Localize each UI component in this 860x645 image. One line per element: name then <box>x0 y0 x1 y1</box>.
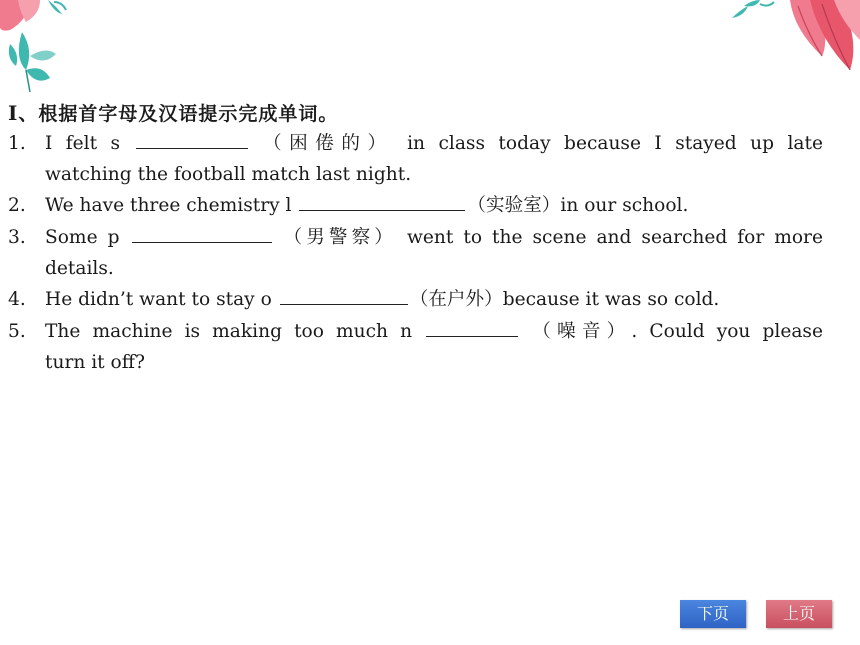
question-hint: （男警察） <box>283 227 397 248</box>
question-1 <box>8 128 823 190</box>
question-text-line2: details. <box>45 258 114 279</box>
question-4 <box>8 284 823 315</box>
question-number: 4. <box>8 289 26 310</box>
question-2 <box>8 190 823 221</box>
question-number: 1. <box>8 133 26 154</box>
question-text: We have three chemistry l <box>45 195 292 216</box>
question-3 <box>8 222 823 284</box>
question-text: . Could you please <box>631 321 823 342</box>
question-hint: （在户外） <box>409 289 503 310</box>
section-heading <box>8 99 338 126</box>
question-5 <box>8 316 823 378</box>
question-text: went to the scene and searched for more <box>407 227 823 248</box>
answer-blank[interactable] <box>299 192 465 211</box>
answer-blank[interactable] <box>426 318 518 337</box>
question-text-line2: watching the football match last night. <box>45 164 412 185</box>
question-number: 2. <box>8 195 26 216</box>
question-text: Some p <box>45 227 120 248</box>
question-hint: （实验室） <box>467 195 561 216</box>
section-numeral: Ⅰ <box>8 101 19 125</box>
question-text: The machine is making too much n <box>45 321 413 342</box>
leaf-decoration-top-left <box>0 0 90 95</box>
question-hint: （噪音） <box>532 321 632 342</box>
question-text: in class today because I stayed up late <box>407 133 823 154</box>
question-number: 3. <box>8 227 26 248</box>
question-text: I felt s <box>45 133 121 154</box>
question-text: He didn’t want to stay o <box>45 289 272 310</box>
question-text: in our school. <box>560 195 689 216</box>
leaf-decoration-top-right <box>730 0 860 80</box>
question-number: 5. <box>8 321 26 342</box>
previous-page-button[interactable]: 上页 <box>766 600 832 628</box>
next-page-button[interactable]: 下页 <box>680 600 746 628</box>
question-text-line2: turn it off? <box>45 352 145 373</box>
section-instruction: 、根据首字母及汉语提示完成单词。 <box>18 103 339 125</box>
answer-blank[interactable] <box>280 286 408 305</box>
question-text: because it was so cold. <box>502 289 720 310</box>
answer-blank[interactable] <box>136 130 248 149</box>
question-hint: （困倦的） <box>263 133 394 154</box>
answer-blank[interactable] <box>132 224 272 243</box>
